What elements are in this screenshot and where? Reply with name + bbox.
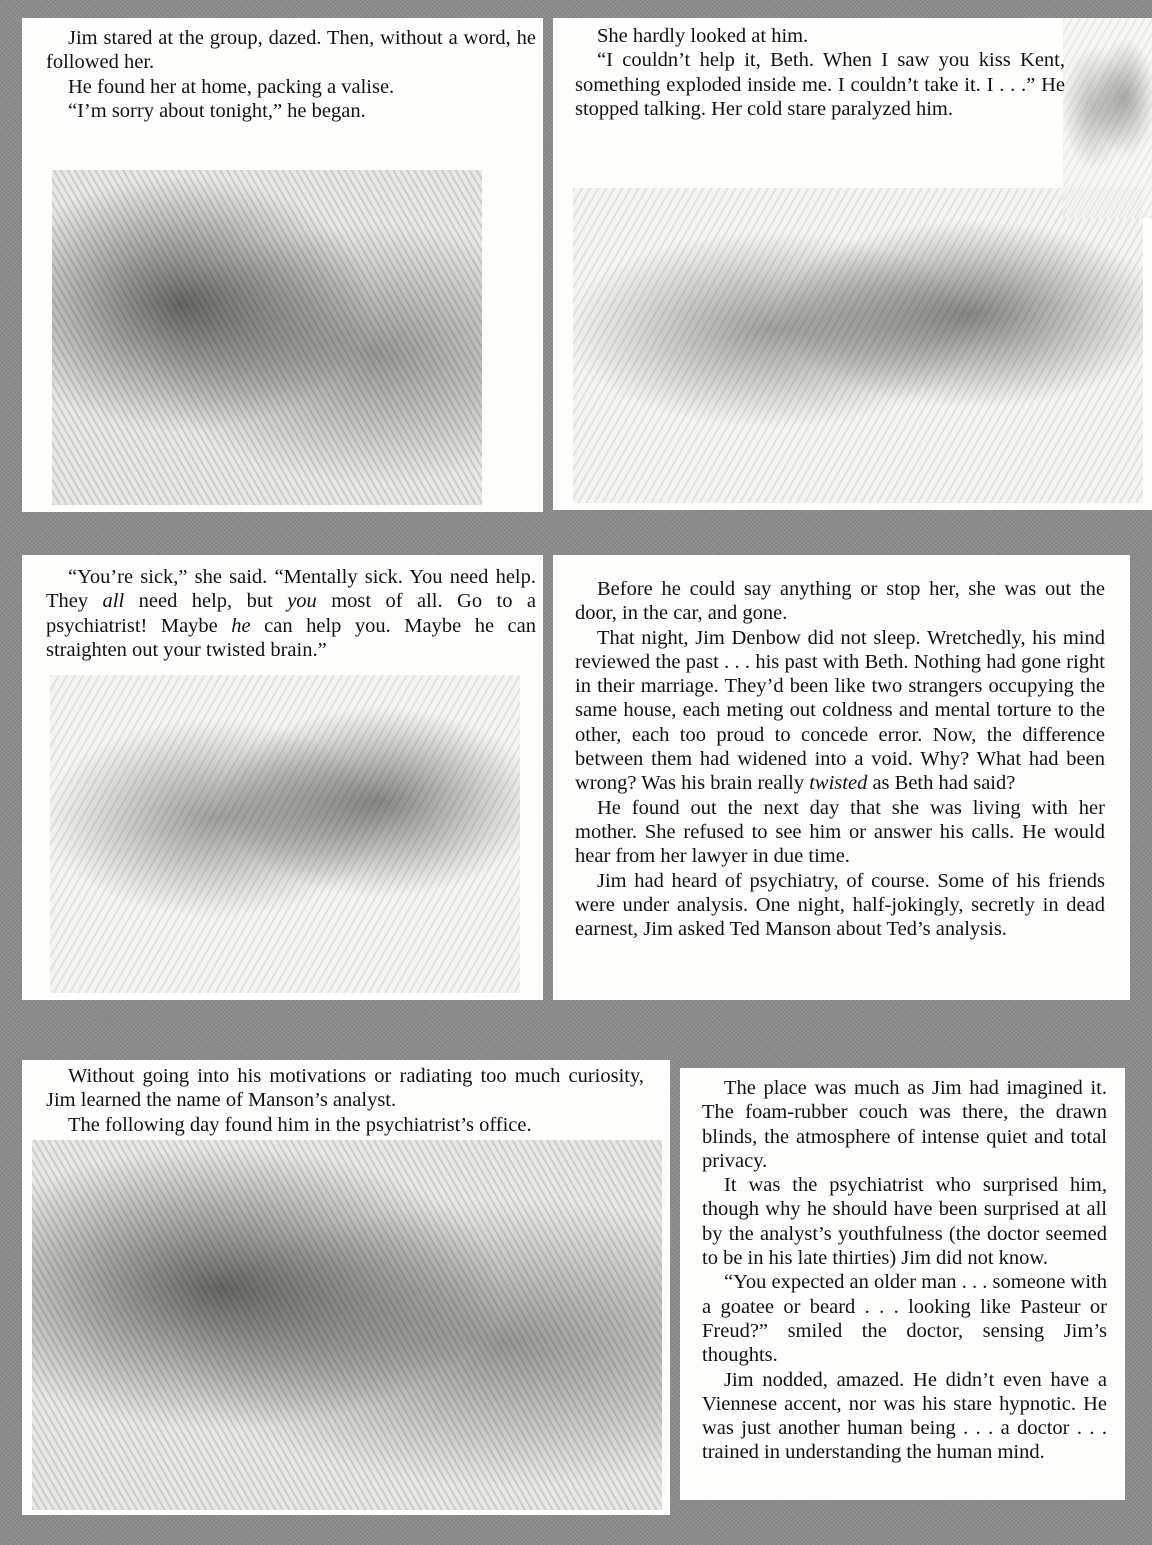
text: need help, but [124,590,288,613]
panel-6 [680,1068,1125,1500]
illustration-foliage [1063,18,1152,218]
paragraph: Jim stared at the group, dazed. Then, without a word, he followed her. [46,27,536,74]
paragraph: “I’m sorry about tonight,” he began. [68,99,366,122]
paragraph: It was the psychiatrist who surprised him, though why he should have been surprised at all by the analyst’s youthfulness (the doctor seemed to be in his late thirties) Jim did not know. [702,1174,1107,1270]
paragraph: He found out the next day that she was living with her mother. She refused to see him or answer his calls. He would hear from her lawyer in due time. [575,796,1105,868]
paragraph: Without going into his motivations or radiating too much curiosity, Jim learned the name of Manson’s analyst. [46,1065,644,1112]
emphasis: he [231,614,251,637]
panel-2 [553,18,1152,510]
emphasis: you [287,590,317,613]
panel-4 [553,555,1130,1000]
illustration-beth-confronts-jim [50,675,520,993]
paragraph: The following day found him in the psychiatrist’s office. [68,1113,532,1136]
paragraph: The place was much as Jim had imagined it. The foam-rubber couch was there, the drawn blinds, the atmosphere of intense quiet and total privacy. [702,1077,1107,1172]
paragraph [575,626,1105,796]
illustration-jim-and-beth-packing [52,170,482,505]
panel-5-caption [46,1064,644,1137]
text: “You’re sick,” she said. “Mentally sick. You need help. They [46,566,536,613]
paragraph: Jim had heard of psychiatry, of course. Some of his friends were under analysis. One night, half-jokingly, secretly in dead earnest, Jim asked Ted Manson about Ted’s analysis. [575,869,1105,941]
text: can help you. Maybe he can straighten out your twisted brain.” [46,614,537,661]
paragraph: He found her at home, packing a valise. [68,75,395,98]
emphasis: all [102,590,125,613]
text: as Beth had said? [867,772,1016,795]
paragraph: She hardly looked at him. [597,25,809,47]
illustration-jim-and-psychiatrist [32,1140,662,1510]
paragraph: Before he could say anything or stop her, she was out the door, in the car, and gone. [575,578,1105,625]
panel-1 [22,18,543,512]
paragraph [46,565,536,662]
panel-1-caption [46,26,536,123]
panel-5 [22,1060,670,1515]
panel-3-caption [46,565,536,662]
text: most of all. Go to a psychiatrist! Maybe [46,590,536,637]
paragraph: “You expected an older man . . . someone with a goatee or beard . . . looking like Pasteur or Freud?” smiled the doctor, sensing Jim’s thoughts. [702,1271,1107,1367]
panel-3 [22,555,543,1000]
illustration-beth-face-and-jim [573,188,1143,503]
panel-2-caption [575,24,1065,121]
paragraph: Jim nodded, amazed. He didn’t even have a Viennese accent, nor was his stare hypnotic. He was just another human being . . . a doctor . . . trained in understanding the human mind. [702,1368,1107,1464]
paragraph: “I couldn’t help it, Beth. When I saw you kiss Kent, something exploded inside me. I couldn’t take it. I . . .” He stopped talking. Her cold stare paralyzed him. [575,49,1065,120]
panel-4-caption [575,577,1105,941]
emphasis: twisted [809,772,868,795]
text: That night, Jim Denbow did not sleep. Wretchedly, his mind reviewed the past . . . his past with Beth. Nothing had gone right in their marriage. They’d been like two strangers occupying the same house, each meting out coldness and mental torture to the other, each too proud to concede error. Now, the difference between them had widened into a void. Why? What had been wrong? Was his brain really [575,626,1105,795]
panel-6-caption [702,1076,1107,1465]
